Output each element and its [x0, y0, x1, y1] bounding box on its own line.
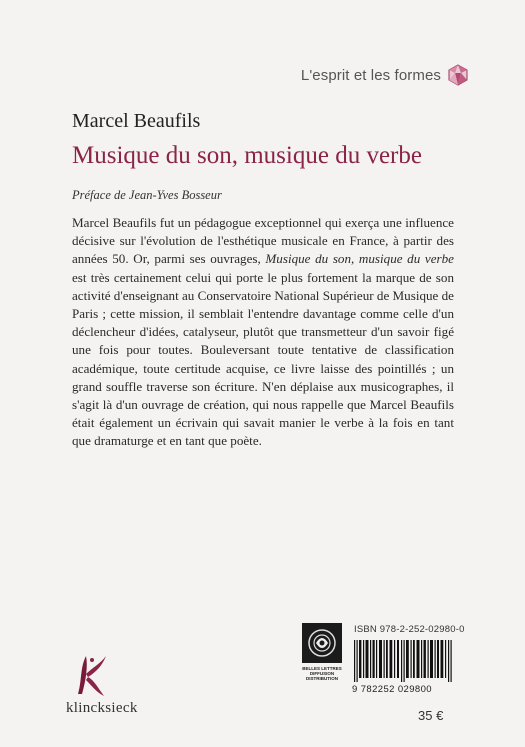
- author-name: Marcel Beaufils: [72, 110, 201, 132]
- publisher-logo: [72, 650, 110, 698]
- isbn-label: ISBN 978-2-252-02980-0: [354, 624, 465, 635]
- distributor-caption: BELLES LETTRES DIFFUSION DISTRIBUTION: [302, 666, 342, 681]
- blurb-text-2: est très certainement celui qui porte le plus fortement la marque de son activité d'enseignant au Conservatoire National Supérieur de Musique de Paris ; cette mission, il semblait l'entendre davantage comme celle d'un déclencheur d'idées, catalyseur, plutôt que transmetteur d'un savoir figé une fois pour toutes. Bouleversant toute tentative de classification académique, toute certitude acquise, ce livre laisse des pointillés ; un grand souffle traverse son écriture. N'en déplaise aux musicographes, il s'agit là d'un ouvrage de création, qui nous rappelle que Marcel Beaufils était également un écrivain qui savait manier le verbe à la fois en tant que dramaturge et en tant que poète.: [72, 269, 454, 449]
- blurb-paragraph: [72, 214, 454, 451]
- barcode-digits: 9 782252 029800: [352, 684, 432, 695]
- blurb-book-title: Musique du son, musique du verbe: [265, 251, 454, 267]
- gem-icon: [447, 64, 469, 86]
- preface-credit: Préface de Jean-Yves Bosseur: [72, 188, 222, 202]
- price: 35 €: [418, 708, 444, 723]
- blurb-text-1: Marcel Beaufils fut un pédagogue exceptionnel qui exerça une influence décisive sur l'évolution de l'esthétique musicale en France, à partir des années 50. Or, parmi ses ouvrages,: [72, 215, 454, 267]
- publisher-name: klincksieck: [66, 700, 138, 716]
- distributor-emblem-icon: [306, 627, 338, 659]
- barcode: [352, 640, 456, 682]
- distributor-logo: [302, 623, 342, 663]
- book-title: Musique du son, musique du verbe: [72, 142, 422, 169]
- collection-header: [301, 64, 469, 86]
- collection-name: L'esprit et les formes: [300, 66, 441, 84]
